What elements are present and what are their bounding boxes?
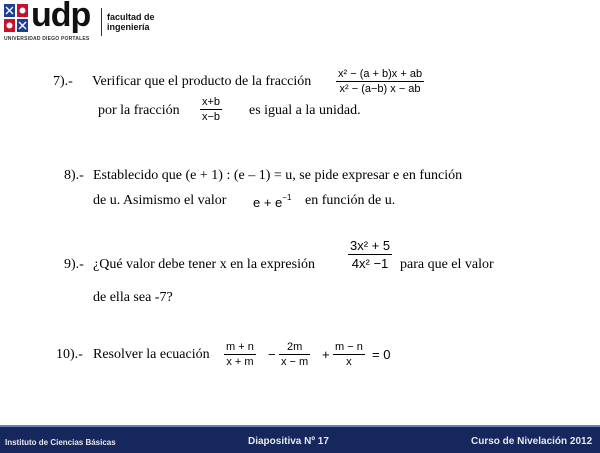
operator-plus: + xyxy=(322,347,330,362)
fraction-numerator: 3x² + 5 xyxy=(350,238,391,253)
university-name: UNIVERSIDAD DIEGO PORTALES xyxy=(4,36,90,42)
problem-8-text-3: en función de u. xyxy=(305,193,396,208)
problem-10-fraction-1 xyxy=(224,341,256,368)
problem-10-fraction-2 xyxy=(279,341,310,368)
problem-7-text-1: Verificar que el producto de la fracción xyxy=(92,74,312,89)
problem-7-number: 7).- xyxy=(53,74,73,89)
operator-minus: − xyxy=(268,347,276,362)
problem-7-fraction-1 xyxy=(336,68,424,95)
faculty-line-2: ingeniería xyxy=(107,22,150,32)
university-crest-icon xyxy=(3,3,29,33)
fraction-denominator: x² − (a−b) x − ab xyxy=(339,83,421,95)
fraction-denominator: x xyxy=(346,356,352,368)
problem-7-text-3: es igual a la unidad. xyxy=(249,103,361,118)
udp-logo-text: udp xyxy=(31,0,91,34)
fraction-numerator: x² − (a + b)x + ab xyxy=(338,68,423,80)
problem-8-number: 8).- xyxy=(64,168,84,183)
fraction-bar xyxy=(348,254,392,255)
fraction-numerator: 2m xyxy=(286,341,303,353)
faculty-line-1: facultad de xyxy=(107,12,155,22)
problem-8-text-2: de u. Asimismo el valor xyxy=(93,193,227,208)
expression-exponent: −1 xyxy=(282,193,292,202)
problem-10-text-1: Resolver la ecuación xyxy=(93,347,210,362)
problem-7-fraction-2 xyxy=(200,96,222,123)
expression-base: e + e xyxy=(253,195,283,210)
fraction-denominator: 4x² −1 xyxy=(351,256,389,271)
equation-rhs: = 0 xyxy=(372,347,391,362)
fraction-bar xyxy=(333,354,365,355)
problem-9-fraction xyxy=(348,238,392,271)
problem-9-number: 9).- xyxy=(64,257,84,272)
problem-9-text-3: de ella sea -7? xyxy=(93,290,173,305)
problem-9-text-2: para que el valor xyxy=(400,257,494,272)
fraction-numerator: m + n xyxy=(226,341,254,353)
fraction-denominator: x−b xyxy=(202,111,221,123)
footer-course: Curso de Nivelación 2012 xyxy=(471,436,593,447)
footer-slide-number: Diapositiva Nº 17 xyxy=(248,436,329,447)
fraction-bar xyxy=(279,354,310,355)
fraction-numerator: x+b xyxy=(202,96,221,108)
footer-institute: Instituto de Ciencias Básicas xyxy=(5,438,116,447)
problem-9-text-1: ¿Qué valor debe tener x en la expresión xyxy=(93,257,315,272)
fraction-bar xyxy=(200,109,222,110)
logo-divider xyxy=(101,8,102,36)
faculty-name xyxy=(107,12,155,32)
fraction-numerator: m − n xyxy=(335,341,363,353)
problem-7-text-2: por la fracción xyxy=(98,103,180,118)
fraction-denominator: x − m xyxy=(281,356,309,368)
problem-8-text-1: Establecido que (e + 1) : (e – 1) = u, se pide expresar e en función xyxy=(93,168,463,183)
problem-10-fraction-3 xyxy=(333,341,365,368)
footer-top-line xyxy=(0,425,600,427)
problem-10-number: 10).- xyxy=(56,347,83,362)
problem-8-expression xyxy=(253,193,291,210)
fraction-bar xyxy=(224,354,256,355)
fraction-denominator: x + m xyxy=(226,356,254,368)
fraction-bar xyxy=(336,81,424,82)
